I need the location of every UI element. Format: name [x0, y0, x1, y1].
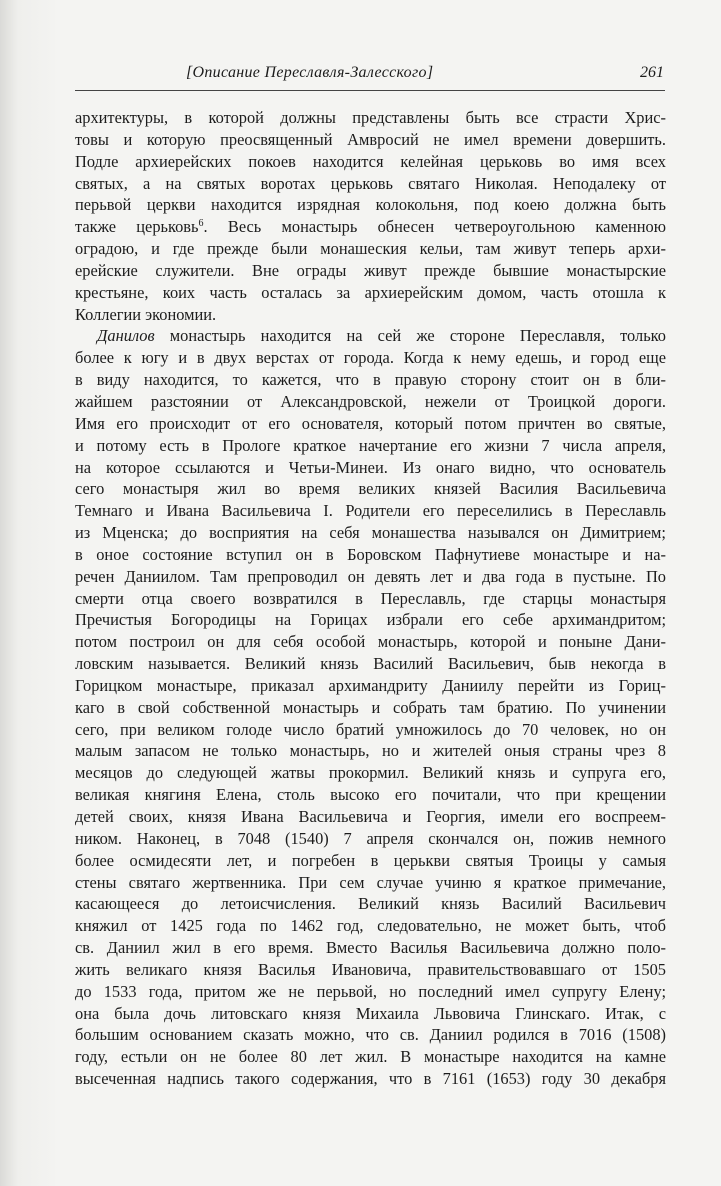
text-line: и потому есть в Прологе краткое начертание его жизни 7 числа апреля,: [75, 435, 666, 455]
text-line: она была дочь литовскаго князя Михаила Львовича Глинскаго. Итак, с: [75, 1003, 666, 1023]
text-line: жить великаго князя Василья Ивановича, правительствовавшаго от 1505: [75, 959, 666, 979]
text-fragment: . Весь монастырь обнесен четвероугольною каменною: [203, 217, 666, 237]
text-line: крестьяне, коих часть осталась за архиерейским домом, часть отошла к: [75, 282, 666, 302]
page-number: 261: [640, 64, 664, 81]
text-line: великая княгиня Елена, столь высоко его почитали, что при крещении: [75, 785, 666, 805]
text-line: товы и которую преосвященный Амвросий не имел времени довершить.: [75, 129, 666, 149]
text-line: году, естьли он не более 80 лет жил. В монастыре находится на камне: [75, 1047, 666, 1067]
text-line: Имя его происходит от его основателя, который потом причтен во святые,: [75, 413, 666, 433]
text-line: святых, а на святых воротах церьковь святаго Николая. Неподалеку от: [75, 173, 666, 193]
text-line: ловским называется. Великий князь Василий Васильевич, быв некогда в: [75, 654, 666, 674]
text-line: Подле архиерейских покоев находится келейная церьковь во имя всех: [75, 151, 666, 171]
text-line: Коллегии экономии.: [75, 304, 217, 324]
text-line: сего, при великом голоде число братий умножилось до 70 человек, но он: [75, 719, 666, 739]
text-line: в виду находится, то кажется, что в правую сторону стоит он в бли-: [75, 370, 666, 390]
text-line: высеченная надпись такого содержания, что в 7161 (1653) году 30 декабря: [75, 1069, 666, 1089]
text-line: из Мценска; до восприятия на себя монашества назывался он Димитрием;: [75, 523, 666, 543]
text-line: Горицком монастыре, приказал архимандриту Даниилу перейти из Гориц-: [75, 675, 666, 695]
text-line: детей своих, князя Ивана Васильевича и Георгия, имели его воспреем-: [75, 807, 666, 826]
text-line: касающееся до летоисчисления. Великий князь Василий Васильевич: [75, 894, 666, 914]
running-header-title: [Описание Переславля-Залесского]: [186, 64, 434, 81]
text-line: оградою, и где прежде были монашеския кельи, там живут теперь архи-: [75, 239, 666, 259]
text-line: ерейские служители. Вне ограды живут прежде бывшие монастырские: [75, 260, 666, 280]
text-line: перьвой церкви находится изрядная колокольня, под коею должна быть: [75, 195, 666, 215]
header-rule: [75, 90, 665, 91]
text-fragment: также церьковь: [75, 217, 199, 237]
text-line: архитектуры, в которой должны представлены быть все страсти Хрис-: [75, 108, 666, 127]
text-line: малым запасом не только монастырь, но и жителей оныя страны чрез 8: [75, 741, 666, 761]
monastery-name: Данилов: [97, 326, 155, 346]
text-line: Темнаго и Ивана Васильевича I. Родители его переселились в Переславль: [75, 501, 666, 521]
text-line: каго в свой собственной монастырь и собрать там братию. По учинении: [75, 697, 666, 717]
text-line: потом построил он для себя особой монастырь, которой и поныне Дани-: [75, 632, 666, 652]
text-line: в оное состояние вступил он в Боровском Пафнутиеве монастыре и на-: [75, 544, 666, 564]
text-line: сего монастыря жил во время великих князей Василия Васильевича: [75, 479, 666, 499]
text-line: ником. Наконец, в 7048 (1540) 7 апреля скончался он, пожив немного: [75, 828, 666, 848]
text-line: стены святаго жертвенника. При сем случае учиню я краткое примечание,: [75, 872, 666, 892]
text-line: Пречистыя Богородицы на Горицах избрали его себе архимандритом;: [75, 610, 666, 630]
text-line: речен Даниилом. Там препроводил он девять лет и два года в пустыне. По: [75, 566, 666, 586]
text-line: [75, 216, 666, 238]
body-text: [75, 107, 666, 1090]
text-line: [75, 325, 666, 347]
text-line: св. Даниил жил в его время. Вместо Василья Васильевича должно поло-: [75, 938, 666, 958]
text-line: княжил от 1425 года по 1462 год, следовательно, не может быть, чтоб: [75, 916, 666, 936]
footnote-marker: 6: [198, 218, 204, 230]
text-line: более к югу и в двух верстах от города. Когда к нему едешь, и город еще: [75, 348, 666, 368]
text-line: до 1533 года, притом же не перьвой, но последний имел супругу Елену;: [75, 981, 666, 1001]
running-header: [186, 64, 664, 86]
text-line: смерти отца своего возвратился в Переславль, где старцы монастыря: [75, 588, 666, 608]
text-fragment: монастырь находится на сей же стороне Переславля, только: [154, 326, 666, 346]
text-line: жайшем разстоянии от Александровской, нежели от Троицкой дороги.: [75, 391, 666, 411]
text-line: более осмидесяти лет, и погребен в церькви святыя Троицы у самыя: [75, 850, 666, 870]
text-line: большим основанием сказать можно, что св. Даниил родился в 7016 (1508): [75, 1025, 666, 1045]
text-line: месяцов до следующей жатвы прокормил. Великий князь и супруга его,: [75, 763, 666, 783]
text-line: на которое ссылаются и Четьи-Минеи. Из онаго видно, что основатель: [75, 457, 666, 477]
